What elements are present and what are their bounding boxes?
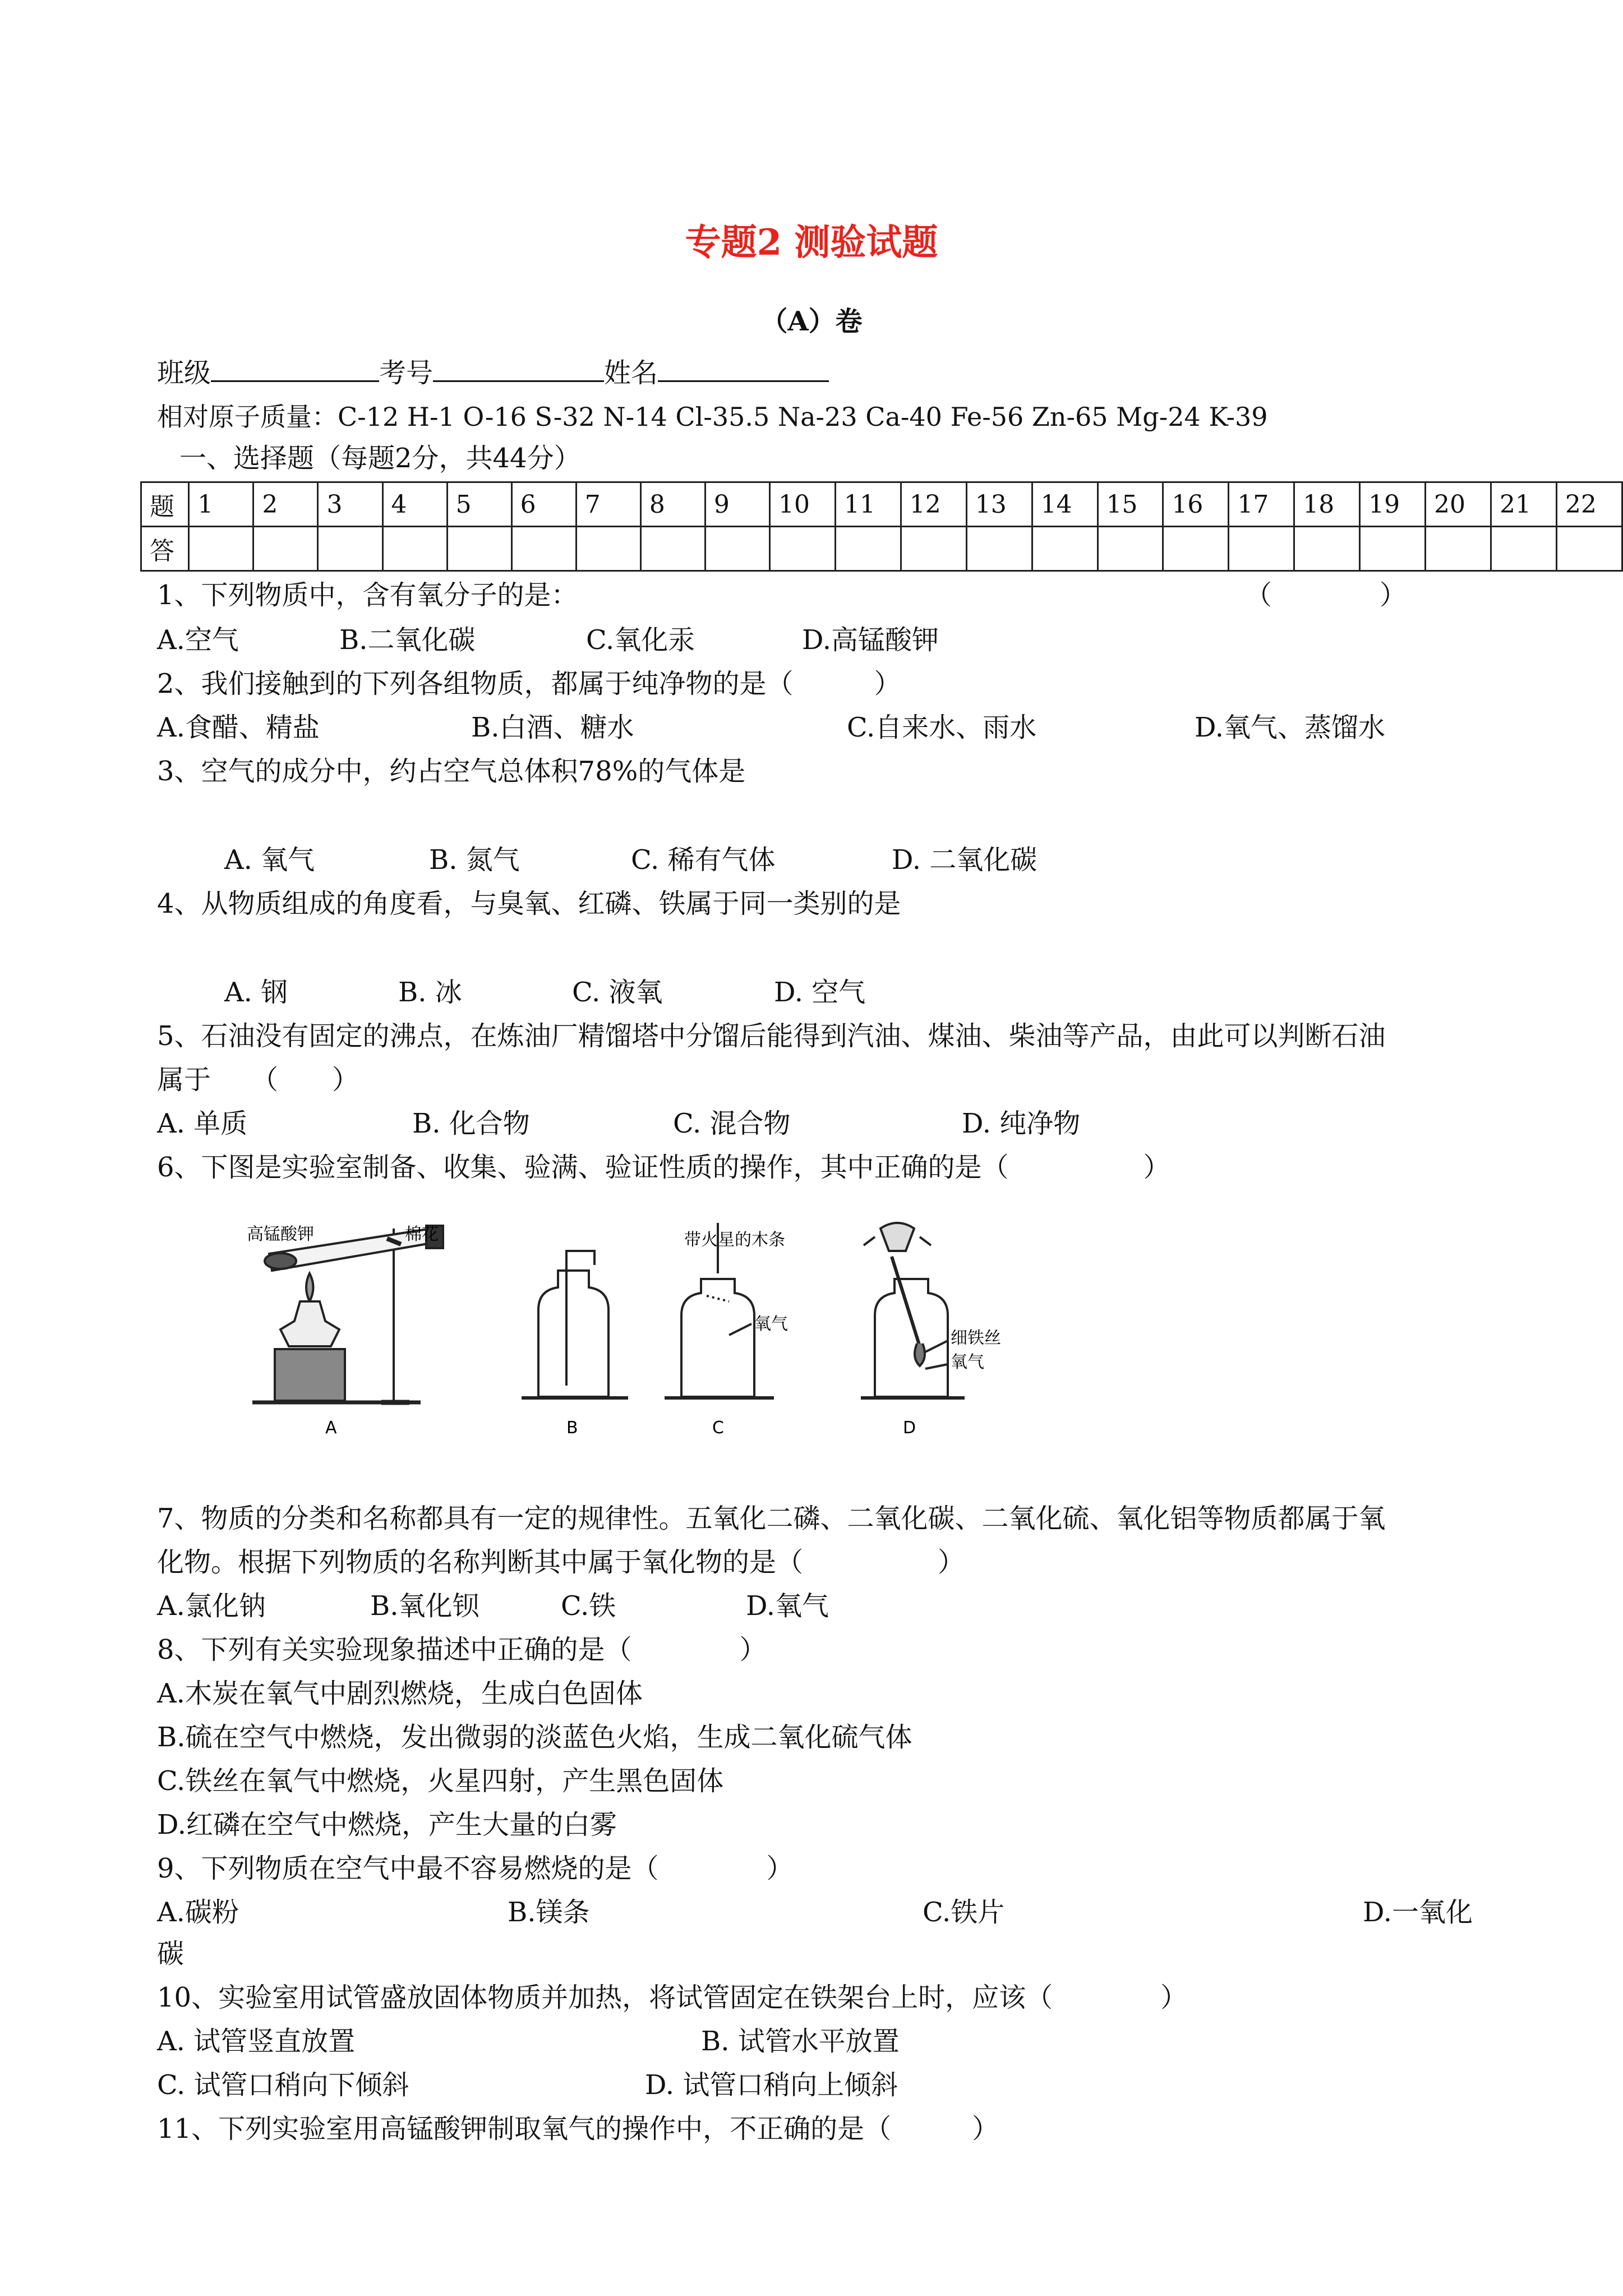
letter-c: C <box>712 1418 724 1438</box>
answer-cell[interactable] <box>1098 527 1163 571</box>
q2-option-b[interactable]: B.白酒、糖水 <box>471 712 634 743</box>
question-number-cell: 21 <box>1491 482 1556 527</box>
question-number-cell: 10 <box>769 482 835 527</box>
answer-cell[interactable] <box>189 527 253 571</box>
answer-table-number-row <box>141 482 1622 527</box>
answer-table-answer-row <box>141 527 1622 571</box>
answer-cell[interactable] <box>901 527 966 571</box>
answer-cell[interactable] <box>1032 527 1098 571</box>
q10-option-a[interactable]: A. 试管竖直放置 <box>157 2026 356 2057</box>
page-title: 专题2 测验试题 <box>685 222 938 264</box>
q2-option-c[interactable]: C.自来水、雨水 <box>847 712 1037 743</box>
q4-option-c[interactable]: C. 液氧 <box>572 977 663 1008</box>
question-11-stem: 11、下列实验室用高锰酸钾制取氧气的操作中，不正确的是（ ） <box>157 2113 999 2145</box>
student-info-row <box>157 355 829 392</box>
atomic-masses: 相对原子质量：C-12 H-1 O-16 S-32 N-14 Cl-35.5 Na-23 Ca-40 Fe-56 Zn-65 Mg-24 K-39 <box>157 402 1268 432</box>
q4-option-d[interactable]: D. 空气 <box>774 977 866 1008</box>
question-6-stem: 6、下图是实验室制备、收集、验满、验证性质的操作，其中正确的是（ ） <box>157 1152 1170 1183</box>
q9-option-c[interactable]: C.铁片 <box>923 1897 1005 1928</box>
question-number-cell: 19 <box>1360 482 1426 527</box>
letter-a: A <box>325 1418 337 1438</box>
answer-cell[interactable] <box>576 527 640 571</box>
question-5-stem-line2: 属于 （ ） <box>157 1064 359 1096</box>
q1-option-c[interactable]: C.氧化汞 <box>586 624 695 656</box>
section-heading: 一、选择题（每题2分，共44分） <box>179 443 581 474</box>
answer-cell[interactable] <box>1229 527 1294 571</box>
letter-b: B <box>566 1418 578 1438</box>
q9-option-d-wrap: 碳 <box>157 1938 185 1970</box>
question-9-stem: 9、下列物质在空气中最不容易燃烧的是（ ） <box>157 1853 794 1884</box>
question-number-cell: 3 <box>318 482 382 527</box>
label-cotton: 棉花 <box>405 1225 439 1244</box>
q3-option-b[interactable]: B. 氮气 <box>429 844 520 876</box>
question-number-cell: 20 <box>1426 482 1491 527</box>
q8-option-c[interactable]: C.铁丝在氧气中燃烧，火星四射，产生黑色固体 <box>157 1765 724 1797</box>
answer-cell[interactable] <box>640 527 705 571</box>
question-8-stem: 8、下列有关实验现象描述中正确的是（ ） <box>157 1634 767 1665</box>
q2-option-d[interactable]: D.氧气、蒸馏水 <box>1195 712 1386 743</box>
question-number-cell: 7 <box>576 482 640 527</box>
q1-option-d[interactable]: D.高锰酸钾 <box>802 624 939 656</box>
q10-option-b[interactable]: B. 试管水平放置 <box>701 2026 900 2057</box>
q9-option-b[interactable]: B.镁条 <box>508 1897 590 1928</box>
q4-option-a[interactable]: A. 钢 <box>224 977 288 1008</box>
question-number-cell: 11 <box>835 482 901 527</box>
q5-option-c[interactable]: C. 混合物 <box>673 1108 791 1139</box>
question-number-cell: 15 <box>1098 482 1163 527</box>
question-number-cell: 17 <box>1229 482 1294 527</box>
question-number-cell: 4 <box>382 482 447 527</box>
q10-option-d[interactable]: D. 试管口稍向上倾斜 <box>645 2069 898 2101</box>
q1-option-a[interactable]: A.空气 <box>157 624 239 656</box>
answer-cell[interactable] <box>253 527 318 571</box>
label-iron-wire: 细铁丝 <box>951 1328 1001 1348</box>
answer-cell[interactable] <box>382 527 447 571</box>
question-number-cell: 9 <box>705 482 769 527</box>
answer-cell[interactable] <box>769 527 835 571</box>
answer-cell[interactable] <box>511 527 576 571</box>
paper-subtitle: （A）卷 <box>760 306 863 337</box>
answer-cell[interactable] <box>1294 527 1360 571</box>
question-number-cell: 6 <box>511 482 576 527</box>
answer-cell[interactable] <box>705 527 769 571</box>
question-4-stem: 4、从物质组成的角度看，与臭氧、红磷、铁属于同一类别的是 <box>157 888 901 919</box>
apparatus-figure <box>247 1217 1099 1464</box>
question-number-cell: 22 <box>1556 482 1622 527</box>
question-3-stem: 3、空气的成分中，约占空气总体积78%的气体是 <box>157 756 746 787</box>
name-label: 姓名 <box>604 357 658 389</box>
question-number-cell: 18 <box>1294 482 1360 527</box>
question-number-cell: 16 <box>1163 482 1229 527</box>
answer-cell[interactable] <box>1163 527 1229 571</box>
question-10-stem: 10、实验室用试管盛放固体物质并加热，将试管固定在铁架台上时，应该（ ） <box>157 1982 1188 2013</box>
answer-cell[interactable] <box>835 527 901 571</box>
q3-option-d[interactable]: D. 二氧化碳 <box>892 844 1038 876</box>
q10-option-c[interactable]: C. 试管口稍向下倾斜 <box>157 2069 409 2101</box>
answer-cell[interactable] <box>318 527 382 571</box>
apparatus-d <box>861 1223 965 1398</box>
answer-cell[interactable] <box>1426 527 1491 571</box>
table-head-da: 答 <box>141 527 189 571</box>
question-1-stem: 1、下列物质中，含有氧分子的是： <box>157 579 578 611</box>
q3-option-c[interactable]: C. 稀有气体 <box>631 844 776 876</box>
answer-cell[interactable] <box>1491 527 1556 571</box>
question-number-cell: 13 <box>966 482 1032 527</box>
q5-option-a[interactable]: A. 单质 <box>157 1108 248 1139</box>
answer-cell[interactable] <box>966 527 1032 571</box>
question-number-cell: 8 <box>640 482 705 527</box>
q3-option-a[interactable]: A. 氧气 <box>224 844 315 876</box>
label-splint: 带火星的木条 <box>684 1230 785 1250</box>
question-number-cell: 2 <box>253 482 318 527</box>
class-label: 班级 <box>157 357 211 389</box>
question-number-cell: 1 <box>189 482 253 527</box>
question-7-stem-line2: 化物。根据下列物质的名称判断其中属于氧化物的是（ ） <box>157 1547 965 1578</box>
q7-option-b[interactable]: B.氧化钡 <box>370 1590 479 1622</box>
question-number-cell: 14 <box>1032 482 1098 527</box>
q7-option-c[interactable]: C.铁 <box>561 1590 616 1622</box>
q9-option-a[interactable]: A.碳粉 <box>157 1897 239 1928</box>
label-kmno4: 高锰酸钾 <box>247 1225 314 1244</box>
q8-option-d[interactable]: D.红磷在空气中燃烧，产生大量的白雾 <box>157 1809 617 1841</box>
question-5-stem-line1: 5、石油没有固定的沸点，在炼油厂精馏塔中分馏后能得到汽油、煤油、柴油等产品，由此可以判断石油 <box>157 1020 1386 1052</box>
q2-option-a[interactable]: A.食醋、精盐 <box>157 712 320 743</box>
label-oxygen-c: 氧气 <box>754 1314 788 1334</box>
q9-option-d[interactable]: D.一氧化 <box>1363 1897 1473 1928</box>
answer-cell[interactable] <box>1556 527 1622 571</box>
question-1-paren: （ ） <box>1245 579 1407 611</box>
answer-cell[interactable] <box>447 527 511 571</box>
table-head-ti: 题 <box>141 482 189 527</box>
question-number-cell: 12 <box>901 482 966 527</box>
q5-option-b[interactable]: B. 化合物 <box>412 1108 530 1139</box>
label-oxygen-d: 氧气 <box>951 1352 984 1372</box>
question-7-stem-line1: 7、物质的分类和名称都具有一定的规律性。五氧化二磷、二氧化碳、二氧化硫、氧化铝等物质都属于氧 <box>157 1503 1386 1534</box>
answer-cell[interactable] <box>1360 527 1426 571</box>
q4-option-b[interactable]: B. 冰 <box>398 977 462 1008</box>
q8-option-a[interactable]: A.木炭在氧气中剧烈燃烧，生成白色固体 <box>157 1678 643 1709</box>
question-number-cell: 5 <box>447 482 511 527</box>
class-blank[interactable] <box>211 355 379 382</box>
q1-option-b[interactable]: B.二氧化碳 <box>339 624 476 656</box>
number-label: 考号 <box>379 357 434 389</box>
letter-d: D <box>903 1418 916 1438</box>
question-2-stem: 2、我们接触到的下列各组物质，都属于纯净物的是（ ） <box>157 668 901 700</box>
q7-option-d[interactable]: D.氧气 <box>746 1590 829 1622</box>
apparatus-a <box>252 1226 443 1402</box>
answer-table <box>140 481 1623 572</box>
apparatus-b <box>522 1251 628 1398</box>
q5-option-d[interactable]: D. 纯净物 <box>962 1108 1081 1139</box>
q8-option-b[interactable]: B.硫在空气中燃烧，发出微弱的淡蓝色火焰，生成二氧化硫气体 <box>157 1722 912 1753</box>
number-blank[interactable] <box>433 355 604 382</box>
q7-option-a[interactable]: A.氯化钠 <box>157 1590 266 1622</box>
name-blank[interactable] <box>658 355 829 382</box>
